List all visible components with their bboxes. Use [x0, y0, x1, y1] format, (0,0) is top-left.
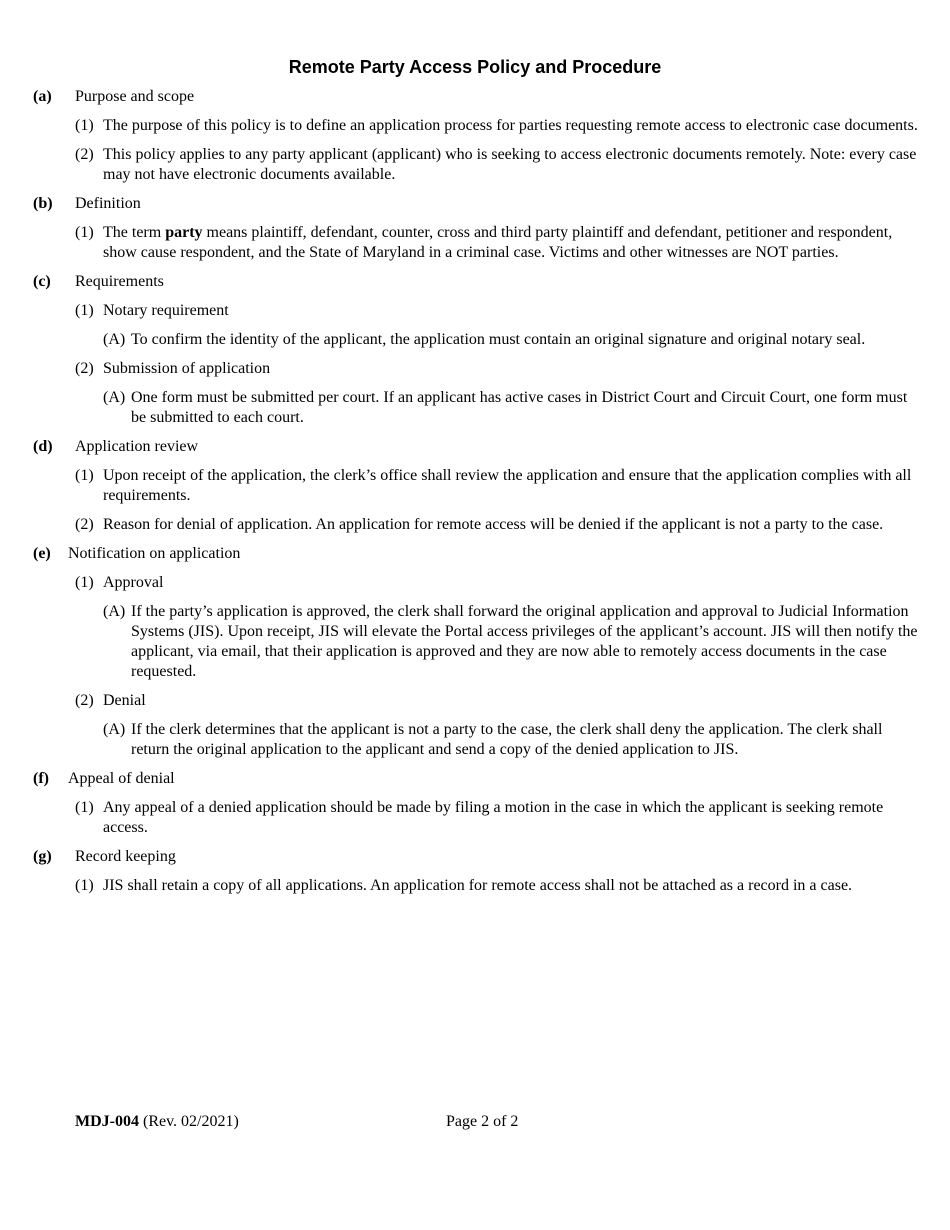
list-item [0, 466, 950, 506]
item-number: (2) [75, 360, 94, 377]
item-text: Notary requirement [103, 302, 229, 319]
item-number: (1) [75, 224, 94, 241]
item-number: (2) [75, 146, 94, 163]
section-a-heading [0, 87, 950, 107]
section-f-heading [0, 769, 950, 789]
sub-item-letter: (A) [103, 389, 126, 406]
section-title: Record keeping [75, 848, 176, 865]
section-title: Appeal of denial [68, 770, 175, 787]
list-item [0, 359, 950, 379]
definition-body: means plaintiff, defendant, counter, cross and third party plaintiff and defendant, petitioner and respondent, show cause respondent, and the State of Maryland in a criminal case. Victims and other witnesses are NOT parties. [103, 224, 893, 261]
sub-item [0, 330, 950, 350]
form-revision [75, 1112, 239, 1132]
list-item [0, 116, 950, 136]
item-text: This policy applies to any party applicant (applicant) who is seeking to access electronic documents remotely. Note: every case may not have electronic documents available. [103, 146, 917, 183]
list-item [0, 573, 950, 593]
item-text: Denial [103, 692, 146, 709]
section-letter: (g) [33, 848, 52, 865]
definition-lead: The term [103, 224, 166, 241]
item-number: (1) [75, 877, 94, 894]
page-footer [0, 1112, 950, 1132]
sub-item-letter: (A) [103, 331, 126, 348]
list-item [0, 691, 950, 711]
list-item [0, 515, 950, 535]
form-code: MDJ-004 [75, 1113, 139, 1130]
item-text: Approval [103, 574, 164, 591]
section-letter: (b) [33, 195, 53, 212]
page-number: Page 2 of 2 [446, 1113, 519, 1130]
section-e-heading [0, 544, 950, 564]
revision-date: (Rev. 02/2021) [138, 1113, 239, 1130]
section-title: Requirements [75, 273, 164, 290]
section-title: Application review [75, 438, 199, 455]
sub-item-text: If the clerk determines that the applicant is not a party to the case, the clerk shall deny the application. The clerk shall return the original application to the applicant and send a copy of the denied application to JIS. [131, 721, 883, 758]
section-title: Notification on application [68, 545, 241, 562]
sub-item-text: If the party’s application is approved, the clerk shall forward the original application and approval to Judicial Information Systems (JIS). Upon receipt, JIS will elevate the Portal access privileges of the applicant’s account. JIS will then notify the applicant, via email, that their application is approved and they are now able to remotely access documents in the case requested. [131, 603, 918, 680]
item-number: (1) [75, 302, 94, 319]
item-number: (2) [75, 692, 94, 709]
item-text: Submission of application [103, 360, 271, 377]
item-text: Upon receipt of the application, the clerk’s office shall review the application and ensure that the application complies with all requirements. [103, 467, 912, 504]
item-number: (1) [75, 467, 94, 484]
item-text: Any appeal of a denied application should be made by filing a motion in the case in which the applicant is seeking remote access. [103, 799, 884, 836]
document-title: Remote Party Access Policy and Procedure [288, 57, 662, 77]
section-b-heading [0, 194, 950, 214]
list-item [0, 223, 950, 263]
section-g-heading [0, 847, 950, 867]
sub-item [0, 388, 950, 428]
section-letter: (e) [33, 545, 51, 562]
item-text: Reason for denial of application. An application for remote access will be denied if the applicant is not a party to the case. [103, 516, 884, 533]
section-letter: (a) [33, 88, 52, 105]
list-item [0, 876, 950, 896]
section-c-heading [0, 272, 950, 292]
section-letter: (f) [33, 770, 49, 787]
defined-term: party [165, 224, 203, 241]
item-number: (2) [75, 516, 94, 533]
item-number: (1) [75, 574, 94, 591]
section-d-heading [0, 437, 950, 457]
item-number: (1) [75, 799, 94, 816]
section-letter: (c) [33, 273, 51, 290]
item-number: (1) [75, 117, 94, 134]
section-title: Purpose and scope [75, 88, 195, 105]
section-title: Definition [75, 195, 141, 212]
sub-item [0, 602, 950, 682]
policy-body [0, 87, 950, 905]
item-text: JIS shall retain a copy of all applications. An application for remote access shall not be attached as a record in a case. [103, 877, 853, 894]
sub-item [0, 720, 950, 760]
sub-item-text: To confirm the identity of the applicant, the application must contain an original signature and original notary seal. [131, 331, 866, 348]
section-letter: (d) [33, 438, 53, 455]
list-item [0, 798, 950, 838]
sub-item-letter: (A) [103, 721, 126, 738]
sub-item-letter: (A) [103, 603, 126, 620]
sub-item-text: One form must be submitted per court. If an applicant has active cases in District Court and Circuit Court, one form must be submitted to each court. [131, 389, 908, 426]
item-text [103, 224, 892, 261]
item-text: The purpose of this policy is to define an application process for parties requesting remote access to electronic case documents. [103, 117, 918, 134]
list-item [0, 301, 950, 321]
list-item [0, 145, 950, 185]
